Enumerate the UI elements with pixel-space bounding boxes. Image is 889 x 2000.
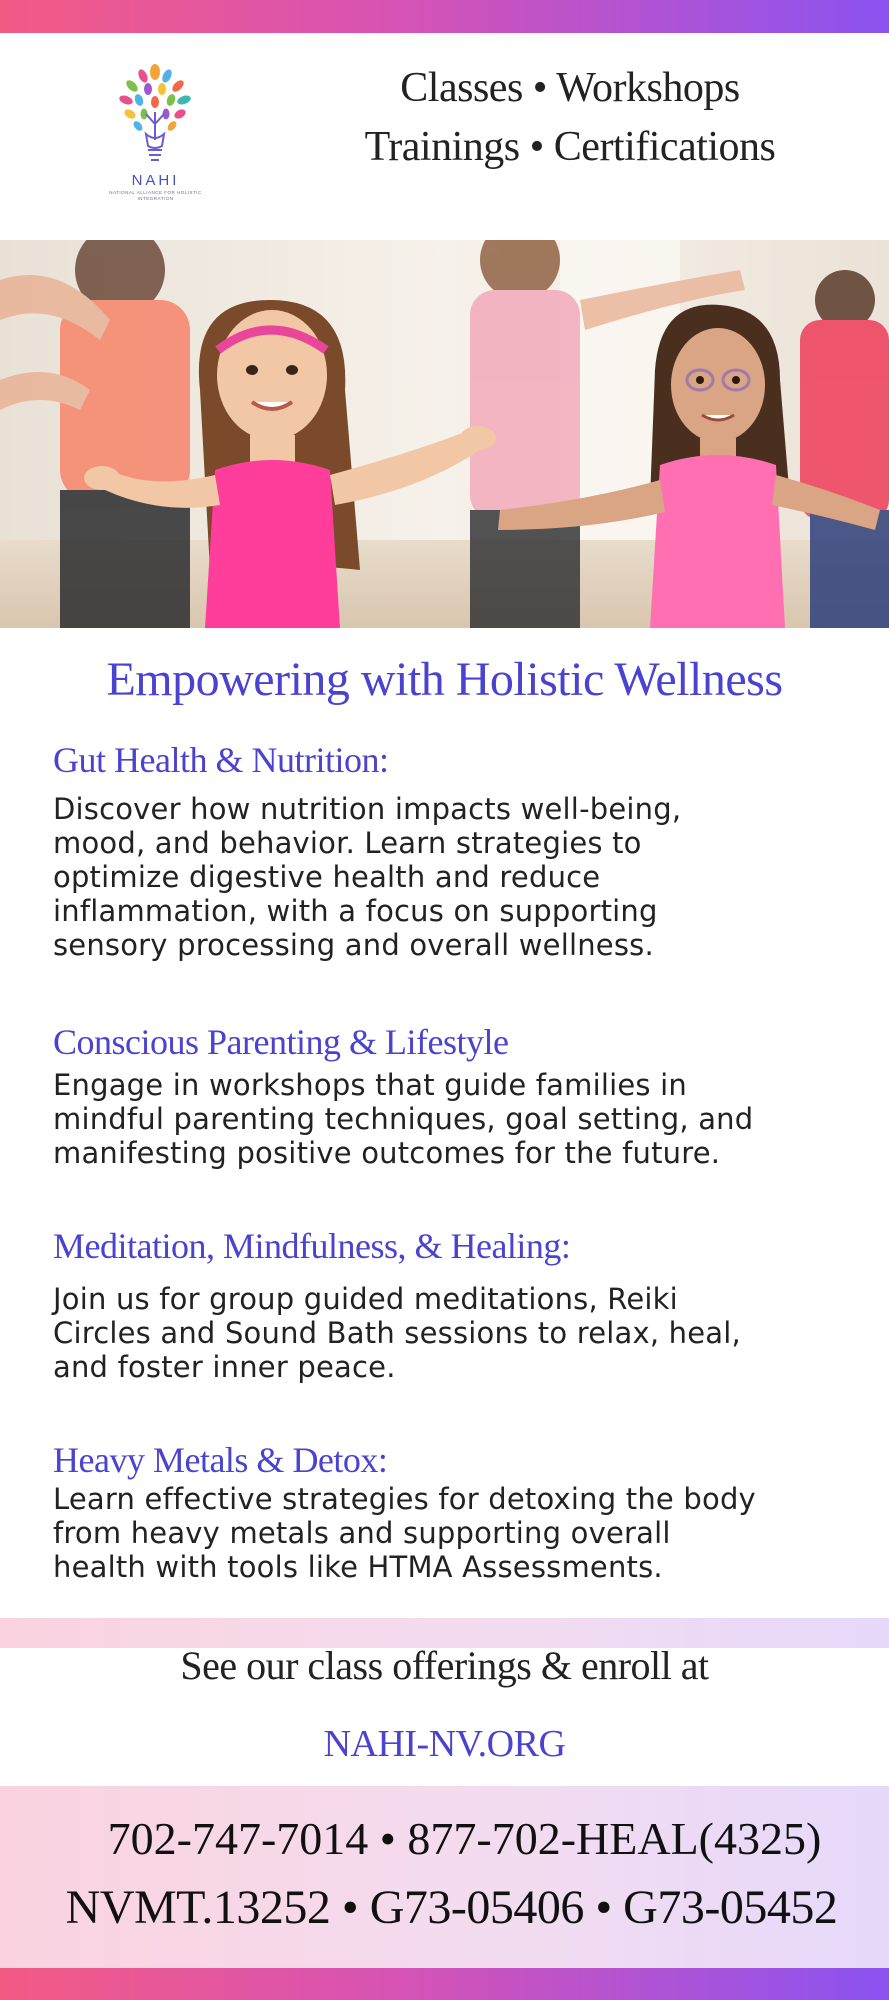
top-gradient-bar <box>0 0 889 33</box>
section-gut-health <box>53 738 853 962</box>
section-text-line: and foster inner peace. <box>53 1350 396 1384</box>
hero-photo <box>0 240 889 628</box>
section-title: Gut Health & Nutrition: <box>53 740 389 780</box>
section-text-line: inflammation, with a focus on supporting <box>53 894 658 928</box>
section-text-line: from heavy metals and supporting overall <box>53 1516 671 1550</box>
section-text-line: Discover how nutrition impacts well-being, <box>53 792 682 826</box>
tagline-line-1: Classes • Workshops <box>400 65 740 111</box>
main-heading: Empowering with Holistic Wellness <box>106 653 783 706</box>
section-text-line: mindful parenting techniques, goal setting, and <box>53 1102 754 1136</box>
license-numbers: NVMT.13252 • G73-05406 • G73-05452 <box>65 1881 838 1934</box>
website-link[interactable]: NAHI-NV.ORG <box>323 1723 566 1765</box>
bottom-gradient-bar <box>0 1968 889 2000</box>
enroll-text: See our class offerings & enroll at <box>180 1643 709 1688</box>
section-text-line: manifesting positive outcomes for the future. <box>53 1136 721 1170</box>
tagline-line-2: Trainings • Certifications <box>364 124 776 170</box>
phone-numbers[interactable]: 702-747-7014 • 877-702-HEAL(4325) <box>107 1813 822 1864</box>
section-text-line: Join us for group guided meditations, Reiki <box>53 1282 678 1316</box>
section-meditation <box>53 1224 853 1384</box>
section-text-line: Learn effective strategies for detoxing the body <box>53 1482 756 1516</box>
section-text-line: Engage in workshops that guide families in <box>53 1068 687 1102</box>
section-text-line: health with tools like HTMA Assessments. <box>53 1550 663 1584</box>
section-title: Conscious Parenting & Lifestyle <box>53 1022 509 1062</box>
section-text-line: mood, and behavior. Learn strategies to <box>53 826 642 860</box>
section-heavy-metals <box>53 1438 853 1584</box>
logo-name: NAHI <box>131 172 180 189</box>
section-conscious-parenting <box>53 1020 853 1170</box>
section-title: Heavy Metals & Detox: <box>53 1440 388 1480</box>
section-text-line: Circles and Sound Bath sessions to relax, heal, <box>53 1316 741 1350</box>
nahi-logo <box>108 62 203 207</box>
tree-bulb-icon <box>108 62 203 172</box>
section-title: Meditation, Mindfulness, & Healing: <box>53 1226 571 1266</box>
section-text-line: optimize digestive health and reduce <box>53 860 601 894</box>
children-dance-class-photo-icon <box>0 240 889 628</box>
section-text-line: sensory processing and overall wellness. <box>53 928 654 962</box>
logo-subtitle: NATIONAL ALLIANCE FOR HOLISTIC INTEGRATION <box>109 190 202 201</box>
